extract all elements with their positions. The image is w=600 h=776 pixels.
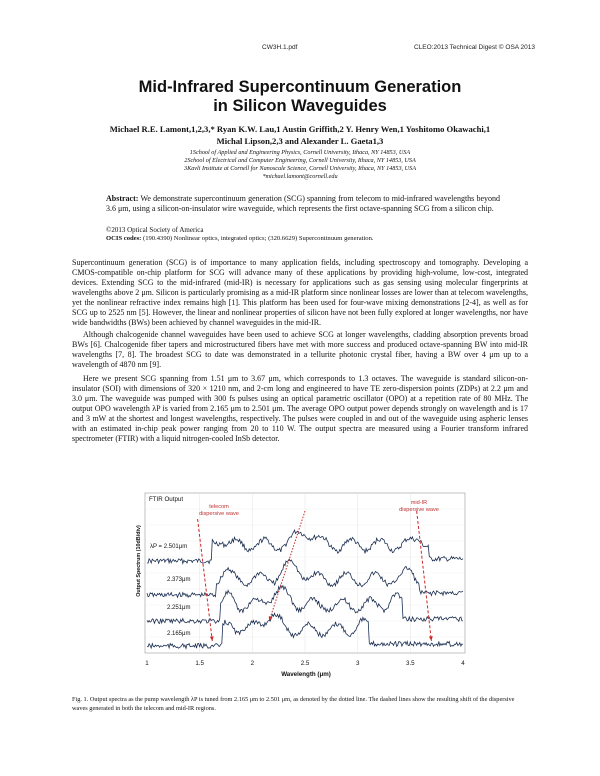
- affiliation-2: 2School of Electrical and Computer Engineering, Cornell University, Ithaca, NY 14853, USA: [184, 157, 416, 164]
- body-paragraph-1: Supercontinuum generation (SCG) is of importance to many application fields, including spectroscopy and tomography. Developing a CMOS-compatible on-chip platform for SCG will advance many of these applications by providing high-volume, low-cost, integrated devices. Extending SCG to the mid-infrared (mid-IR) is necessary for applications such as gas sensing using molecular fingerprints at wavelengths above 2 μm. Silicon is particularly promising as a mid-IR platform since nonlinear losses are lower than at telecom wavelengths, yet the nonlinear refractive index remains high [1]. This platform has been used for four-wave mixing demonstrations [2-4], as well as for SCG up to 2525 nm [5]. However, the linear and nonlinear properties of silicon have not been fully explored at longer wavelengths, nor have wide bandwidths (BWs) been achieved by channel waveguides in the mid-IR.: [72, 258, 528, 328]
- abstract-label: Abstract:: [106, 194, 139, 203]
- abstract-text: We demonstrate supercontinuum generation (SCG) spanning from telecom to mid-infrared wavelengths beyond 3.6 μm, using a silicon-on-insulator wire waveguide, which represents the first octave-spanning SCG from a silicon chip.: [106, 194, 500, 214]
- trace-label-2373: 2.373μm: [167, 577, 191, 583]
- header-conference: CLEO:2013 Technical Digest © OSA 2013: [414, 44, 536, 51]
- affiliation-1: 1School of Applied and Engineering Physics, Cornell University, Ithaca, NY 14853, USA: [189, 149, 411, 156]
- legend-title: FTIR Output: [149, 496, 184, 503]
- x-tick-label: 1: [145, 660, 149, 667]
- x-tick-label: 4: [461, 660, 465, 667]
- x-tick-label: 3.5: [406, 660, 415, 667]
- telecom-annotation-line-2: dispersive wave: [199, 511, 239, 517]
- x-tick-label: 3: [355, 660, 360, 667]
- affiliation-3: 3Kavli Institute at Cornell for Nanoscale Science, Cornell University, Ithaca, NY 14853, USA: [183, 165, 416, 172]
- x-tick-label: 2.5: [300, 660, 310, 667]
- author-list-line-1: Michael R.E. Lamont,1,2,3,* Ryan K.W. Lau,1 Austin Griffith,2 Y. Henry Wen,1 Yoshitomo Okawachi,1: [109, 124, 491, 134]
- paper-title-line-2: in Silicon Waveguides: [213, 97, 387, 115]
- author-list-line-2: Michal Lipson,2,3 and Alexander L. Gaeta1,3: [216, 136, 384, 146]
- mid-ir-annotation-line-2: dispersive wave: [399, 507, 439, 513]
- copyright: ©2013 Optical Society of America: [106, 226, 204, 234]
- ocis-codes: [106, 235, 374, 242]
- body-paragraph-3: Here we present SCG spanning from 1.51 μm to 3.67 μm, which corresponds to 1.3 octaves. The waveguide is standard silicon-on-insulator (SOI) with dimensions of 320 × 1210 nm, and 2-cm long and engineered to have TE zero-dispersion points (ZDPs) at 2.2 μm and 3.0 μm. The waveguide was pumped with 300 fs pulses using an optical parametric oscillator (OPO) at a repetition rate of 80 MHz. The output OPO wavelength λP is varied from 2.165 μm to 2.501 μm. The average OPO output power depends strongly on wavelength and is 17 and 3 mW at the shortest and longest wavelengths, respectively. The pulses were coupled in and out of the waveguide using aspheric lenses with an estimated in-chip peak power ranging from 20 to 110 W. The output spectra are measured using a Fourier transform infrared spectrometer (FTIR) with a liquid nitrogen-cooled InSb detector.: [72, 374, 528, 444]
- abstract: [106, 194, 500, 215]
- header-file-name: CW3H.1.pdf: [262, 44, 298, 51]
- body-paragraph-2: Although chalcogenide channel waveguides have been used to achieve SCG at longer wavelengths, cladding absorption prevents broad BWs [6]. Chalcogenide fiber tapers and microstructured fibers have met with more success and produced octave-spanning BW into mid-IR wavelengths [7, 8]. The broadest SCG to date was demonstrated in a tellurite photonic crystal fiber, having a BW over 4 μm up to a wavelength of 4870 nm [9].: [72, 330, 528, 370]
- figure-caption: Fig. 1. Output spectra as the pump wavelength λP is tuned from 2.165 μm to 2.501 μm, as denoted by the dotted line. The dashed lines show the resulting shift of the dispersive waves generated in both the telecom and mid-IR regions.: [72, 696, 515, 712]
- mid-ir-annotation-line-1: mid-IR: [410, 500, 428, 506]
- x-tick-label: 2: [250, 660, 255, 667]
- figure-1: [136, 491, 469, 691]
- y-axis-label: Output Spectrum (10dB/div): [136, 525, 142, 597]
- x-tick-label: 1.5: [195, 660, 204, 667]
- spectra-chart: [136, 491, 469, 691]
- trace-label-2501: λP = 2.501μm: [150, 544, 188, 550]
- ocis-text: (190.4390) Nonlinear optics, integrated optics; (320.6629) Supercontinuum generation.: [141, 235, 374, 242]
- telecom-annotation-line-1: telecom: [209, 504, 229, 510]
- author-email: *michael.lamont@cornell.edu: [262, 173, 338, 180]
- x-axis-ticks: [145, 660, 465, 667]
- ocis-label: OCIS codes:: [106, 235, 142, 242]
- x-axis-label: Wavelength (μm): [281, 671, 331, 678]
- paper-title-line-1: Mid-Infrared Supercontinuum Generation: [138, 78, 462, 96]
- trace-label-2251: 2.251μm: [167, 605, 191, 611]
- trace-label-2165: 2.165μm: [167, 631, 191, 637]
